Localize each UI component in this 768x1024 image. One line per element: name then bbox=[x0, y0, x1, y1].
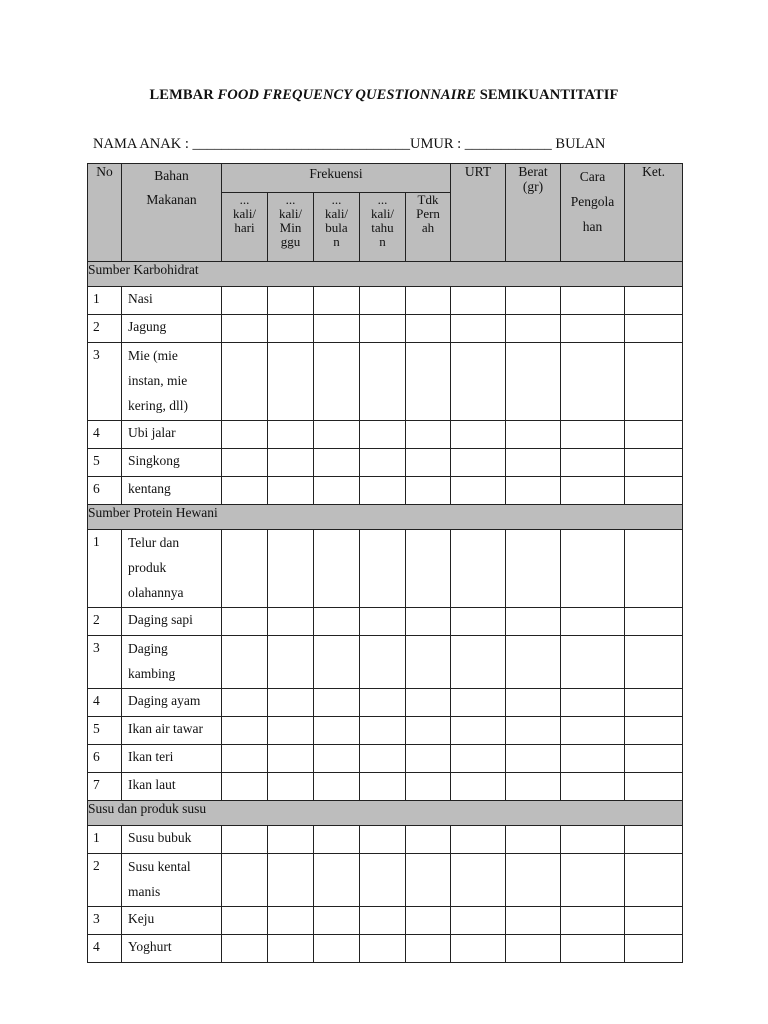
answer-cell[interactable] bbox=[625, 907, 683, 935]
row-number: 7 bbox=[88, 773, 122, 801]
food-item-line: kering, dll) bbox=[128, 398, 188, 413]
header-ket: Ket. bbox=[625, 164, 683, 262]
answer-cell[interactable] bbox=[360, 421, 406, 449]
food-item bbox=[122, 449, 222, 477]
answer-cell[interactable] bbox=[314, 935, 360, 963]
row-number: 1 bbox=[88, 530, 122, 608]
table-row bbox=[88, 315, 683, 343]
food-item bbox=[122, 477, 222, 505]
answer-cell[interactable] bbox=[268, 343, 314, 421]
header-freq-col-4-line: ... bbox=[377, 192, 388, 207]
table-row bbox=[88, 287, 683, 315]
table-row bbox=[88, 421, 683, 449]
header-freq-col-4-line: n bbox=[379, 234, 386, 249]
food-item-line: Ikan laut bbox=[128, 777, 176, 792]
food-item-line: Susu bubuk bbox=[128, 830, 192, 845]
answer-cell[interactable] bbox=[625, 854, 683, 907]
answer-cell[interactable] bbox=[406, 343, 451, 421]
answer-cell[interactable] bbox=[360, 477, 406, 505]
food-item-line: kentang bbox=[128, 481, 171, 496]
food-item bbox=[122, 315, 222, 343]
answer-cell[interactable] bbox=[406, 935, 451, 963]
row-number: 6 bbox=[88, 477, 122, 505]
answer-cell[interactable] bbox=[506, 343, 561, 421]
header-frekuensi: Frekuensi bbox=[222, 164, 451, 193]
table-row bbox=[88, 935, 683, 963]
answer-cell[interactable] bbox=[268, 826, 314, 854]
answer-cell[interactable] bbox=[561, 935, 625, 963]
answer-cell[interactable] bbox=[406, 636, 451, 689]
answer-cell[interactable] bbox=[314, 636, 360, 689]
answer-cell[interactable] bbox=[506, 530, 561, 608]
answer-cell[interactable] bbox=[451, 745, 506, 773]
header-bahan bbox=[122, 164, 222, 262]
answer-cell[interactable] bbox=[222, 773, 268, 801]
row-number: 5 bbox=[88, 449, 122, 477]
row-number: 5 bbox=[88, 717, 122, 745]
answer-cell[interactable] bbox=[268, 287, 314, 315]
answer-cell[interactable] bbox=[314, 449, 360, 477]
food-item bbox=[122, 826, 222, 854]
answer-cell[interactable] bbox=[406, 717, 451, 745]
header-bahan-line1: Bahan bbox=[154, 168, 189, 183]
table-row bbox=[88, 717, 683, 745]
answer-cell[interactable] bbox=[561, 854, 625, 907]
food-item-line: Susu kental bbox=[128, 859, 191, 874]
answer-cell[interactable] bbox=[406, 689, 451, 717]
food-item bbox=[122, 773, 222, 801]
food-item-line: manis bbox=[128, 884, 161, 899]
answer-cell[interactable] bbox=[625, 773, 683, 801]
table-row bbox=[88, 773, 683, 801]
section-title: Susu dan produk susu bbox=[88, 801, 683, 826]
food-item-line: Nasi bbox=[128, 291, 153, 306]
answer-cell[interactable] bbox=[314, 477, 360, 505]
answer-cell[interactable] bbox=[451, 773, 506, 801]
answer-cell[interactable] bbox=[451, 449, 506, 477]
header-freq-col-1-line: kali/ bbox=[232, 206, 257, 221]
header-freq-col-1 bbox=[222, 193, 268, 262]
table-row bbox=[88, 745, 683, 773]
food-item-line: Daging sapi bbox=[128, 612, 193, 627]
food-item-line: Ikan teri bbox=[128, 749, 174, 764]
answer-cell[interactable] bbox=[406, 315, 451, 343]
header-berat bbox=[506, 164, 561, 262]
title-suffix: SEMIKUANTITATIF bbox=[475, 87, 619, 103]
row-number: 3 bbox=[88, 907, 122, 935]
answer-cell[interactable] bbox=[222, 421, 268, 449]
answer-cell[interactable] bbox=[625, 449, 683, 477]
header-no: No bbox=[88, 164, 122, 262]
answer-cell[interactable] bbox=[406, 449, 451, 477]
answer-cell[interactable] bbox=[406, 854, 451, 907]
answer-cell[interactable] bbox=[506, 773, 561, 801]
answer-cell[interactable] bbox=[222, 636, 268, 689]
answer-cell[interactable] bbox=[406, 826, 451, 854]
answer-cell[interactable] bbox=[451, 689, 506, 717]
answer-cell[interactable] bbox=[222, 689, 268, 717]
answer-cell[interactable] bbox=[268, 421, 314, 449]
answer-cell[interactable] bbox=[360, 935, 406, 963]
answer-cell[interactable] bbox=[406, 745, 451, 773]
header-cara-line3: han bbox=[582, 219, 603, 234]
table-row bbox=[88, 530, 683, 608]
food-item-line: Mie (mie bbox=[128, 348, 178, 363]
answer-cell[interactable] bbox=[451, 343, 506, 421]
answer-cell[interactable] bbox=[625, 826, 683, 854]
answer-cell[interactable] bbox=[451, 636, 506, 689]
answer-cell[interactable] bbox=[506, 935, 561, 963]
food-item bbox=[122, 287, 222, 315]
answer-cell[interactable] bbox=[506, 449, 561, 477]
answer-cell[interactable] bbox=[625, 689, 683, 717]
ffq-table bbox=[87, 163, 683, 963]
answer-cell[interactable] bbox=[314, 854, 360, 907]
header-freq-col-3-line: n bbox=[333, 234, 340, 249]
answer-cell[interactable] bbox=[314, 689, 360, 717]
answer-cell[interactable] bbox=[506, 854, 561, 907]
answer-cell[interactable] bbox=[222, 287, 268, 315]
answer-cell[interactable] bbox=[451, 826, 506, 854]
section-row bbox=[88, 505, 683, 530]
answer-cell[interactable] bbox=[451, 530, 506, 608]
answer-cell[interactable] bbox=[506, 689, 561, 717]
answer-cell[interactable] bbox=[506, 636, 561, 689]
answer-cell[interactable] bbox=[314, 907, 360, 935]
row-number: 1 bbox=[88, 826, 122, 854]
answer-cell[interactable] bbox=[360, 854, 406, 907]
answer-cell[interactable] bbox=[268, 717, 314, 745]
answer-cell[interactable] bbox=[561, 773, 625, 801]
answer-cell[interactable] bbox=[268, 689, 314, 717]
header-cara-line1: Cara bbox=[579, 169, 606, 184]
answer-cell[interactable] bbox=[451, 421, 506, 449]
answer-cell[interactable] bbox=[506, 826, 561, 854]
food-item bbox=[122, 608, 222, 636]
table-row bbox=[88, 636, 683, 689]
table-row bbox=[88, 907, 683, 935]
header-berat-line2: (gr) bbox=[522, 179, 544, 194]
answer-cell[interactable] bbox=[506, 907, 561, 935]
answer-cell[interactable] bbox=[222, 608, 268, 636]
food-item-line: Daging bbox=[128, 641, 168, 656]
answer-cell[interactable] bbox=[314, 826, 360, 854]
answer-cell[interactable] bbox=[406, 608, 451, 636]
header-freq-col-2-line: kali/ bbox=[278, 206, 303, 221]
answer-cell[interactable] bbox=[561, 530, 625, 608]
answer-cell[interactable] bbox=[625, 421, 683, 449]
header-bahan-line2: Makanan bbox=[146, 192, 197, 207]
answer-cell[interactable] bbox=[268, 773, 314, 801]
food-item-line: Daging ayam bbox=[128, 693, 201, 708]
table-row bbox=[88, 449, 683, 477]
answer-cell[interactable] bbox=[222, 745, 268, 773]
answer-cell[interactable] bbox=[451, 315, 506, 343]
header-cara bbox=[561, 164, 625, 262]
answer-cell[interactable] bbox=[506, 717, 561, 745]
section-title: Sumber Karbohidrat bbox=[88, 262, 683, 287]
answer-cell[interactable] bbox=[268, 854, 314, 907]
header-freq-col-3-line: bula bbox=[325, 220, 348, 235]
table-row bbox=[88, 826, 683, 854]
answer-cell[interactable] bbox=[360, 530, 406, 608]
food-item-line: Singkong bbox=[128, 453, 180, 468]
row-number: 3 bbox=[88, 636, 122, 689]
answer-cell[interactable] bbox=[222, 717, 268, 745]
food-item-line: olahannya bbox=[128, 585, 184, 600]
answer-cell[interactable] bbox=[561, 745, 625, 773]
answer-cell[interactable] bbox=[561, 689, 625, 717]
header-freq-col-2-line: Min bbox=[279, 220, 302, 235]
row-number: 1 bbox=[88, 287, 122, 315]
answer-cell[interactable] bbox=[506, 315, 561, 343]
answer-cell[interactable] bbox=[625, 717, 683, 745]
row-number: 3 bbox=[88, 343, 122, 421]
answer-cell[interactable] bbox=[625, 530, 683, 608]
header-freq-col-4-line: kali/ bbox=[370, 206, 395, 221]
answer-cell[interactable] bbox=[360, 449, 406, 477]
header-freq-col-1-line: hari bbox=[234, 220, 255, 235]
answer-cell[interactable] bbox=[406, 477, 451, 505]
answer-cell[interactable] bbox=[314, 421, 360, 449]
answer-cell[interactable] bbox=[268, 907, 314, 935]
food-item-line: Yoghurt bbox=[128, 939, 172, 954]
answer-cell[interactable] bbox=[314, 717, 360, 745]
answer-cell[interactable] bbox=[561, 907, 625, 935]
answer-cell[interactable] bbox=[222, 343, 268, 421]
row-number: 4 bbox=[88, 935, 122, 963]
answer-cell[interactable] bbox=[314, 315, 360, 343]
food-item bbox=[122, 343, 222, 421]
answer-cell[interactable] bbox=[268, 477, 314, 505]
header-freq-col-4 bbox=[360, 193, 406, 262]
answer-cell[interactable] bbox=[625, 343, 683, 421]
food-item-line: instan, mie bbox=[128, 373, 188, 388]
answer-cell[interactable] bbox=[625, 636, 683, 689]
section-row bbox=[88, 262, 683, 287]
answer-cell[interactable] bbox=[625, 745, 683, 773]
food-item bbox=[122, 636, 222, 689]
food-item bbox=[122, 745, 222, 773]
header-freq-col-2 bbox=[268, 193, 314, 262]
answer-cell[interactable] bbox=[406, 907, 451, 935]
header-freq-col-3-line: kali/ bbox=[324, 206, 349, 221]
answer-cell[interactable] bbox=[314, 608, 360, 636]
table-row bbox=[88, 343, 683, 421]
table-row bbox=[88, 689, 683, 717]
table-row bbox=[88, 608, 683, 636]
answer-cell[interactable] bbox=[561, 287, 625, 315]
section-title: Sumber Protein Hewani bbox=[88, 505, 683, 530]
food-item bbox=[122, 530, 222, 608]
food-item-line: kambing bbox=[128, 666, 176, 681]
header-freq-col-5-line: ah bbox=[421, 220, 435, 235]
food-item-line: produk bbox=[128, 560, 167, 575]
answer-cell[interactable] bbox=[360, 773, 406, 801]
row-number: 2 bbox=[88, 315, 122, 343]
answer-cell[interactable] bbox=[561, 449, 625, 477]
answer-cell[interactable] bbox=[360, 608, 406, 636]
header-freq-col-5-line: Pern bbox=[416, 206, 440, 221]
answer-cell[interactable] bbox=[222, 477, 268, 505]
row-number: 6 bbox=[88, 745, 122, 773]
answer-cell[interactable] bbox=[406, 421, 451, 449]
answer-cell[interactable] bbox=[561, 717, 625, 745]
answer-cell[interactable] bbox=[506, 287, 561, 315]
answer-cell[interactable] bbox=[314, 287, 360, 315]
answer-cell[interactable] bbox=[360, 689, 406, 717]
answer-cell[interactable] bbox=[314, 530, 360, 608]
answer-cell[interactable] bbox=[451, 608, 506, 636]
answer-cell[interactable] bbox=[360, 636, 406, 689]
answer-cell[interactable] bbox=[506, 477, 561, 505]
answer-cell[interactable] bbox=[268, 745, 314, 773]
table-row bbox=[88, 477, 683, 505]
answer-cell[interactable] bbox=[625, 608, 683, 636]
answer-cell[interactable] bbox=[625, 935, 683, 963]
header-freq-col-5 bbox=[406, 193, 451, 262]
row-number: 2 bbox=[88, 608, 122, 636]
food-item bbox=[122, 421, 222, 449]
answer-cell[interactable] bbox=[451, 287, 506, 315]
header-freq-col-1-line: ... bbox=[239, 192, 250, 207]
header-cara-line2: Pengola bbox=[570, 194, 615, 209]
answer-cell[interactable] bbox=[561, 421, 625, 449]
answer-cell[interactable] bbox=[314, 773, 360, 801]
answer-cell[interactable] bbox=[360, 907, 406, 935]
answer-cell[interactable] bbox=[222, 907, 268, 935]
answer-cell[interactable] bbox=[360, 315, 406, 343]
answer-cell[interactable] bbox=[314, 343, 360, 421]
food-item-line: Ikan air tawar bbox=[128, 721, 203, 736]
row-number: 2 bbox=[88, 854, 122, 907]
answer-cell[interactable] bbox=[406, 287, 451, 315]
answer-cell[interactable] bbox=[625, 315, 683, 343]
food-item-line: Ubi jalar bbox=[128, 425, 176, 440]
header-freq-col-5-line: Tdk bbox=[417, 192, 439, 207]
title-prefix: LEMBAR bbox=[149, 87, 218, 103]
answer-cell[interactable] bbox=[268, 449, 314, 477]
answer-cell[interactable] bbox=[561, 477, 625, 505]
header-freq-col-4-line: tahu bbox=[371, 220, 394, 235]
answer-cell[interactable] bbox=[268, 935, 314, 963]
food-item bbox=[122, 717, 222, 745]
header-freq-col-3-line: ... bbox=[331, 192, 342, 207]
answer-cell[interactable] bbox=[222, 449, 268, 477]
answer-cell[interactable] bbox=[451, 717, 506, 745]
section-row bbox=[88, 801, 683, 826]
header-row-1 bbox=[88, 164, 683, 193]
answer-cell[interactable] bbox=[625, 477, 683, 505]
identity-line: NAMA ANAK : ______________________________UMUR : ____________ BULAN bbox=[93, 136, 606, 152]
food-item-line: Telur dan bbox=[128, 535, 180, 550]
answer-cell[interactable] bbox=[406, 773, 451, 801]
answer-cell[interactable] bbox=[360, 717, 406, 745]
food-item bbox=[122, 854, 222, 907]
answer-cell[interactable] bbox=[625, 287, 683, 315]
answer-cell[interactable] bbox=[360, 826, 406, 854]
title-italic: FOOD FREQUENCY QUESTIONNAIRE bbox=[217, 87, 476, 103]
food-item bbox=[122, 935, 222, 963]
answer-cell[interactable] bbox=[222, 935, 268, 963]
food-item-line: Keju bbox=[128, 911, 155, 926]
answer-cell[interactable] bbox=[268, 315, 314, 343]
answer-cell[interactable] bbox=[451, 477, 506, 505]
answer-cell[interactable] bbox=[360, 745, 406, 773]
table-row bbox=[88, 854, 683, 907]
answer-cell[interactable] bbox=[314, 745, 360, 773]
answer-cell[interactable] bbox=[506, 421, 561, 449]
answer-cell[interactable] bbox=[561, 826, 625, 854]
header-freq-col-2-line: ggu bbox=[280, 234, 301, 249]
form-title bbox=[0, 87, 768, 104]
answer-cell[interactable] bbox=[406, 530, 451, 608]
answer-cell[interactable] bbox=[360, 287, 406, 315]
answer-cell[interactable] bbox=[268, 530, 314, 608]
answer-cell[interactable] bbox=[561, 315, 625, 343]
answer-cell[interactable] bbox=[561, 636, 625, 689]
answer-cell[interactable] bbox=[222, 530, 268, 608]
answer-cell[interactable] bbox=[360, 343, 406, 421]
answer-cell[interactable] bbox=[222, 315, 268, 343]
food-item-line: Jagung bbox=[128, 319, 167, 334]
answer-cell[interactable] bbox=[506, 608, 561, 636]
answer-cell[interactable] bbox=[222, 854, 268, 907]
header-urt: URT bbox=[451, 164, 506, 262]
answer-cell[interactable] bbox=[268, 636, 314, 689]
row-number: 4 bbox=[88, 689, 122, 717]
answer-cell[interactable] bbox=[561, 608, 625, 636]
row-number: 4 bbox=[88, 421, 122, 449]
answer-cell[interactable] bbox=[561, 343, 625, 421]
food-item bbox=[122, 907, 222, 935]
answer-cell[interactable] bbox=[451, 907, 506, 935]
answer-cell[interactable] bbox=[506, 745, 561, 773]
answer-cell[interactable] bbox=[268, 608, 314, 636]
answer-cell[interactable] bbox=[451, 854, 506, 907]
answer-cell[interactable] bbox=[222, 826, 268, 854]
header-freq-col-3 bbox=[314, 193, 360, 262]
header-freq-col-2-line: ... bbox=[285, 192, 296, 207]
answer-cell[interactable] bbox=[451, 935, 506, 963]
food-item bbox=[122, 689, 222, 717]
header-berat-line1: Berat bbox=[518, 164, 548, 179]
